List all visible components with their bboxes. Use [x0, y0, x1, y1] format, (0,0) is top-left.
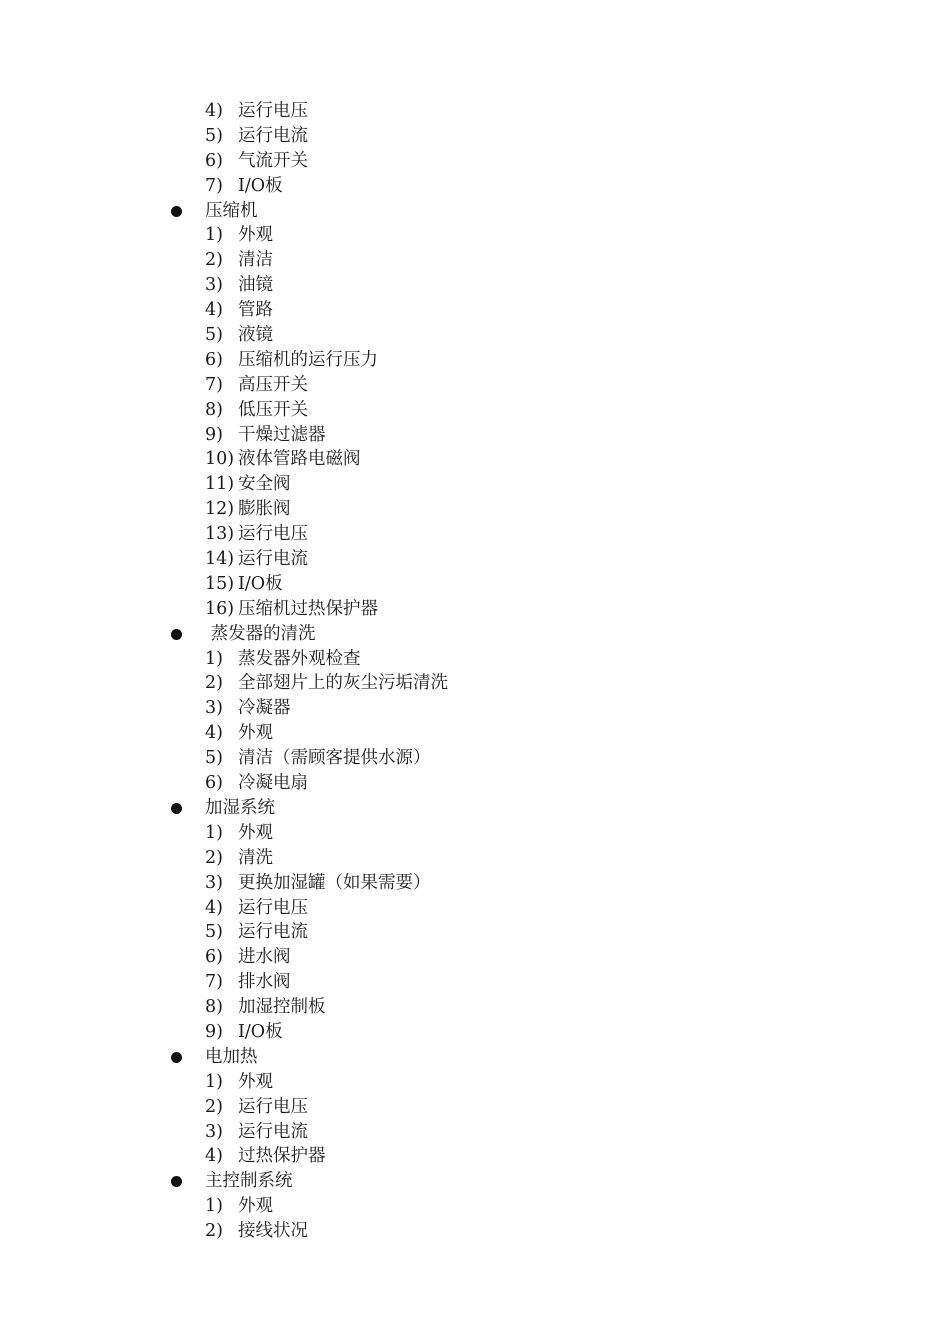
list-item-number: 3) — [205, 698, 223, 719]
list-item — [0, 995, 950, 1020]
section-heading-text: 蒸发器的清洗 — [205, 623, 316, 644]
list-item-text: 清洗 — [238, 847, 273, 868]
section-heading-text: 主控制系统 — [205, 1171, 293, 1192]
list-item-number: 1) — [205, 1196, 223, 1217]
list-item — [0, 1120, 950, 1145]
list-item-text: 低压开关 — [238, 399, 308, 420]
list-item-number: 3) — [205, 872, 223, 893]
section-heading — [0, 1169, 950, 1194]
list-item — [0, 846, 950, 871]
list-item-text: 外观 — [238, 1196, 273, 1217]
list-item — [0, 497, 950, 522]
list-item-number: 9) — [205, 424, 223, 445]
list-item-number: 5) — [205, 125, 223, 146]
list-item-text: 运行电压 — [238, 524, 308, 545]
list-item-number: 4) — [205, 723, 223, 744]
list-item-text: 排水阀 — [238, 972, 291, 993]
list-item-number: 5) — [205, 325, 223, 346]
list-item — [0, 771, 950, 796]
list-item-text: 运行电流 — [238, 549, 308, 570]
list-item-text: 蒸发器外观检查 — [238, 648, 361, 669]
list-item-number: 6) — [205, 150, 223, 171]
list-item-text: 液镜 — [238, 325, 273, 346]
list-item-text: 管路 — [238, 300, 273, 321]
list-item — [0, 398, 950, 423]
list-item — [0, 447, 950, 472]
list-item — [0, 423, 950, 448]
list-item-number: 1) — [205, 1071, 223, 1092]
list-item — [0, 920, 950, 945]
list-item — [0, 1219, 950, 1244]
list-item — [0, 597, 950, 622]
list-item-text: 全部翅片上的灰尘污垢清洗 — [238, 673, 448, 694]
list-item — [0, 248, 950, 273]
list-item — [0, 970, 950, 995]
section-heading — [0, 796, 950, 821]
section-heading-text: 压缩机 — [205, 200, 258, 221]
list-item — [0, 647, 950, 672]
list-item-number: 1) — [205, 225, 223, 246]
list-item-number: 6) — [205, 349, 223, 370]
list-item — [0, 373, 950, 398]
document-body — [0, 99, 950, 1244]
list-item-text: 外观 — [238, 225, 273, 246]
list-item-text: 清洁（需顾客提供水源） — [238, 748, 431, 769]
list-item-number: 10) — [205, 449, 235, 470]
list-item-number: 9) — [205, 1021, 223, 1042]
list-item-text: 外观 — [238, 723, 273, 744]
list-item-number: 8) — [205, 399, 223, 420]
list-item-number: 2) — [205, 847, 223, 868]
list-item — [0, 547, 950, 572]
list-item-number: 1) — [205, 648, 223, 669]
list-item-number: 3) — [205, 275, 223, 296]
list-item-text: 更换加湿罐（如果需要） — [238, 872, 431, 893]
list-item-text: 运行电流 — [238, 922, 308, 943]
list-item-number: 3) — [205, 1121, 223, 1142]
list-item-text: 运行电流 — [238, 1121, 308, 1142]
list-item-number: 1) — [205, 822, 223, 843]
list-item-number: 15) — [205, 573, 235, 594]
list-item-text: 接线状况 — [238, 1221, 308, 1242]
list-item — [0, 348, 950, 373]
list-item — [0, 522, 950, 547]
section-heading — [0, 622, 950, 647]
list-item — [0, 323, 950, 348]
list-item-number: 11) — [205, 474, 235, 495]
list-item-number: 12) — [205, 499, 235, 520]
list-item-text: 液体管路电磁阀 — [238, 449, 361, 470]
list-item-number: 7) — [205, 374, 223, 395]
list-item-number: 7) — [205, 972, 223, 993]
list-item — [0, 223, 950, 248]
list-item-text: 安全阀 — [238, 474, 291, 495]
bullet-icon — [171, 206, 182, 217]
list-item-text: 干燥过滤器 — [238, 424, 326, 445]
list-item — [0, 174, 950, 199]
list-item — [0, 671, 950, 696]
bullet-icon — [171, 803, 182, 814]
list-item-number: 13) — [205, 524, 235, 545]
list-item-number: 4) — [205, 897, 223, 918]
section-heading-text: 加湿系统 — [205, 797, 275, 818]
list-item-text: I/O板 — [238, 1021, 283, 1042]
section-heading — [0, 1045, 950, 1070]
list-item — [0, 1144, 950, 1169]
list-item-number: 7) — [205, 175, 223, 196]
list-item-text: 外观 — [238, 1071, 273, 1092]
list-item — [0, 572, 950, 597]
list-item-number: 4) — [205, 300, 223, 321]
list-item — [0, 821, 950, 846]
list-item-text: 运行电流 — [238, 125, 308, 146]
list-item-text: 运行电压 — [238, 101, 308, 121]
list-item-number: 2) — [205, 1221, 223, 1242]
list-item-number: 8) — [205, 997, 223, 1018]
list-item-text: 冷凝器 — [238, 698, 291, 719]
list-item-number: 14) — [205, 549, 235, 570]
list-item-number: 5) — [205, 748, 223, 769]
list-item-text: 膨胀阀 — [238, 499, 291, 520]
list-item — [0, 1020, 950, 1045]
list-item-number: 2) — [205, 673, 223, 694]
list-item-text: I/O板 — [238, 175, 283, 196]
list-item-text: 清洁 — [238, 250, 273, 271]
list-item-number: 2) — [205, 1096, 223, 1117]
list-item-text: 运行电压 — [238, 897, 308, 918]
list-item-text: 气流开关 — [238, 150, 308, 171]
list-item-text: 高压开关 — [238, 374, 308, 395]
list-item-text: 过热保护器 — [238, 1146, 326, 1167]
list-item-text: I/O板 — [238, 573, 283, 594]
list-item — [0, 746, 950, 771]
list-item — [0, 472, 950, 497]
list-item — [0, 298, 950, 323]
list-item-number: 6) — [205, 773, 223, 794]
list-item-text: 油镜 — [238, 275, 273, 296]
list-item-number: 16) — [205, 598, 235, 619]
list-item-number: 4) — [205, 1146, 223, 1167]
list-item — [0, 871, 950, 896]
list-item — [0, 273, 950, 298]
list-item — [0, 1095, 950, 1120]
section-heading — [0, 199, 950, 224]
list-item-text: 进水阀 — [238, 947, 291, 968]
list-item — [0, 945, 950, 970]
list-item — [0, 1070, 950, 1095]
list-item-number: 2) — [205, 250, 223, 271]
list-item-text: 加湿控制板 — [238, 997, 326, 1018]
list-item-text: 压缩机过热保护器 — [238, 598, 378, 619]
bullet-icon — [171, 629, 182, 640]
list-item-text: 外观 — [238, 822, 273, 843]
list-item — [0, 721, 950, 746]
list-item-text: 压缩机的运行压力 — [238, 349, 378, 370]
bullet-icon — [171, 1052, 182, 1063]
list-item — [0, 99, 950, 124]
list-item — [0, 696, 950, 721]
list-item-number: 6) — [205, 947, 223, 968]
list-item-text: 冷凝电扇 — [238, 773, 308, 794]
list-item — [0, 124, 950, 149]
list-item — [0, 1194, 950, 1219]
list-item — [0, 896, 950, 921]
bullet-icon — [171, 1176, 182, 1187]
list-item-number: 5) — [205, 922, 223, 943]
section-heading-text: 电加热 — [205, 1046, 258, 1067]
list-item-number: 4) — [205, 101, 223, 121]
list-item — [0, 149, 950, 174]
list-item-text: 运行电压 — [238, 1096, 308, 1117]
